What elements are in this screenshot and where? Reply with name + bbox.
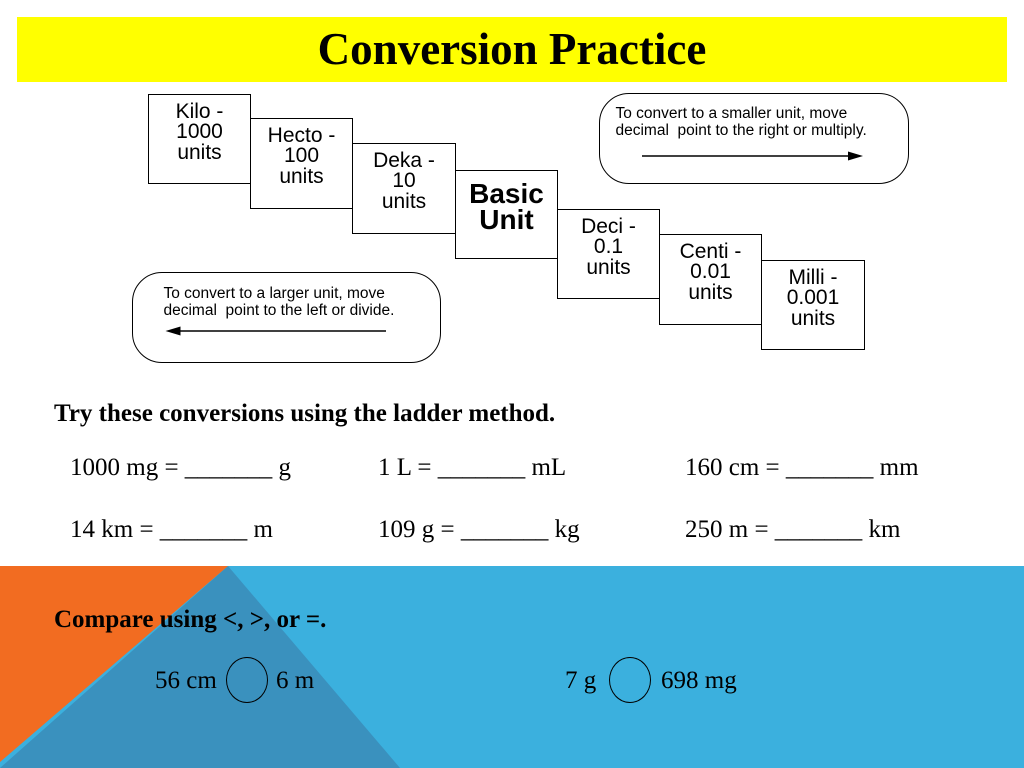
compare-right-value: 698 mg	[661, 667, 737, 694]
compare-right-value: 6 m	[276, 667, 315, 694]
slide-title: Conversion Practice	[317, 24, 707, 74]
compare-answer-circle	[609, 657, 651, 703]
compare-heading: Compare using <, >, or =.	[54, 606, 327, 633]
note-line-1: To convert to a smaller unit, move	[615, 105, 848, 122]
step-prefix: Milli -	[788, 265, 838, 289]
step-factor: 100	[283, 144, 320, 167]
larger-unit-note	[132, 272, 441, 363]
practice-problem: 250 m = _______ km	[685, 516, 901, 543]
practice-problem: 14 km = _______ m	[70, 516, 273, 543]
step-factor: 10	[392, 169, 416, 192]
compare-left-value: 7 g	[565, 667, 597, 694]
step-units: units	[279, 164, 324, 188]
practice-heading: Try these conversions using the ladder method.	[54, 400, 556, 427]
step-factor: 0.1	[593, 235, 624, 258]
step-factor: 0.01	[690, 260, 731, 283]
smaller-unit-note	[599, 93, 909, 184]
arrow-head	[848, 151, 863, 160]
step-units: units	[586, 255, 631, 279]
step-units: units	[688, 280, 733, 304]
ladder-step-deka	[352, 143, 456, 234]
ladder-step-hecto	[250, 118, 353, 209]
arrow-right-icon	[642, 148, 864, 164]
note-line-1: To convert to a larger unit, move	[163, 285, 385, 302]
practice-problem: 1000 mg = _______ g	[70, 454, 292, 481]
ladder-step-deci	[557, 209, 660, 299]
step-units: units	[381, 189, 427, 213]
practice-problem: 1 L = _______ mL	[378, 454, 567, 481]
step-prefix: Deka -	[373, 148, 435, 172]
step-prefix: Centi -	[679, 239, 742, 263]
ladder-step-kilo	[148, 94, 251, 184]
ladder-step-centi	[659, 234, 762, 325]
step-prefix: Kilo -	[175, 99, 224, 123]
practice-problem: 160 cm = _______ mm	[685, 454, 919, 481]
step-prefix: Deci -	[581, 214, 636, 238]
ladder-step-basic-unit	[455, 170, 558, 259]
step-basic-line-2: Unit	[479, 203, 534, 235]
title-bar	[17, 17, 1007, 82]
step-factor: 1000	[176, 120, 223, 143]
step-factor: 0.001	[786, 286, 840, 309]
step-basic-line-1: Basic	[469, 177, 544, 209]
compare-left-value: 56 cm	[155, 667, 217, 694]
background-band	[0, 566, 1024, 768]
note-line-2: decimal point to the left or divide.	[163, 302, 395, 319]
ladder-step-milli	[761, 260, 865, 350]
step-units: units	[177, 140, 222, 164]
step-units: units	[790, 306, 836, 330]
note-line-2: decimal point to the right or multiply.	[615, 122, 867, 139]
compare-answer-circle	[226, 657, 268, 703]
arrow-left-icon	[165, 323, 387, 339]
practice-problem: 109 g = _______ kg	[378, 516, 580, 543]
step-prefix: Hecto -	[267, 123, 336, 147]
